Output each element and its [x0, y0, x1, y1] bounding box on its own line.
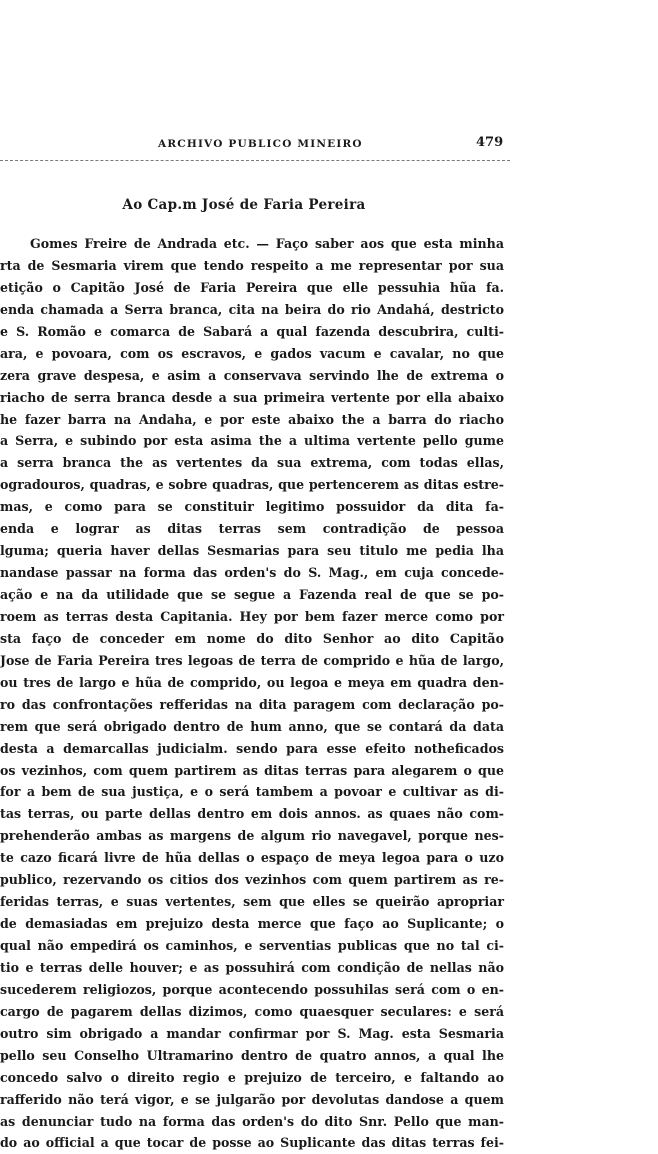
text-line: os vezinhos, com quem partirem as ditas terras para alegarem o que: [0, 762, 504, 778]
page-number: 479: [476, 135, 504, 150]
text-line: for a bem de sua justiça, e o será tambem a povoar e cultivar as di-: [0, 784, 504, 800]
text-line: desta a demarcallas judicialm. sendo para esse efeito notheficados: [0, 740, 504, 756]
text-line: rem que será obrigado dentro de hum anno, que se contará da data: [0, 718, 504, 734]
text-line: ara, e povoara, com os escravos, e gados vacum e cavalar, no que: [0, 345, 504, 361]
text-line: sta faço de conceder em nome do dito Senhor ao dito Capitão: [0, 630, 504, 646]
text-line: e S. Romão e comarca de Sabará a qual fazenda descubrira, culti-: [0, 323, 504, 339]
text-line: enda chamada a Serra branca, cita na beira do rio Andahá, destricto: [0, 301, 504, 317]
header-rule: [0, 160, 510, 161]
text-line: publico, rezervando os citios dos vezinhos com quem partirem as re-: [0, 872, 504, 888]
text-line: outro sim obrigado a mandar confirmar por S. Mag. esta Sesmaria: [0, 1025, 504, 1041]
text-line: rta de Sesmaria virem que tendo respeito a me representar por sua: [0, 257, 504, 273]
document-heading: Ao Cap.m José de Faria Pereira: [122, 197, 366, 213]
text-line: prehenderão ambas as margens de algum rio navegavel, porque nes-: [0, 828, 504, 844]
text-line: ogradouros, quadras, e sobre quadras, que pertencerem as ditas estre-: [0, 477, 504, 493]
text-line: ro das confrontações refferidas na dita paragem com declaração po-: [0, 696, 504, 712]
text-line: Jose de Faria Pereira tres legoas de terra de comprido e hũa de largo,: [0, 652, 504, 668]
text-line: cargo de pagarem dellas dizimos, como quaesquer seculares: e será: [0, 1003, 504, 1019]
text-line: sucederem religiozos, porque acontecendo possuhilas será com o en-: [0, 981, 504, 997]
text-line: a serra branca the as vertentes da sua extrema, com todas ellas,: [0, 455, 504, 471]
text-line: feridas terras, e suas vertentes, sem que elles se queirão apropriar: [0, 894, 504, 910]
text-line: etição o Capitão José de Faria Pereira que elle pessuhia hũa fa.: [0, 279, 504, 295]
text-line: zera grave despesa, e asim a conservava servindo lhe de extrema o: [0, 367, 504, 383]
body-text: [0, 233, 504, 1154]
text-line: qual não empedirá os caminhos, e serventias publicas que no tal ci-: [0, 938, 504, 953]
text-line: mas, e como para se constituir legitimo possuidor da dita fa-: [0, 499, 504, 515]
text-line: te cazo ficará livre de hũa dellas o espaço de meya legoa para o uzo: [0, 850, 504, 866]
text-line: tio e terras delle houver; e as possuhirá com condição de nellas não: [0, 959, 504, 975]
text-line: riacho de serra branca desde a sua primeira vertente por ella abaixo: [0, 389, 504, 405]
text-line: do ao official a que tocar de posse ao Suplicante das ditas terras fei-: [0, 1135, 504, 1151]
text-line: lguma; queria haver dellas Sesmarias para seu titulo me pedia lha: [0, 543, 504, 559]
text-line: ação e na da utilidade que se segue a Fazenda real de que se po-: [0, 587, 504, 602]
running-head: [0, 135, 520, 158]
text-line: enda e lograr as ditas terras sem contradição de pessoa: [0, 521, 504, 537]
text-line: nandase passar na forma das orden's do S. Mag., em cuja concede-: [0, 565, 504, 581]
running-head-title: ARCHIVO PUBLICO MINEIRO: [158, 138, 363, 150]
text-line: as denunciar tudo na forma das orden's do dito Snr. Pello que man-: [0, 1113, 504, 1129]
text-line: pello seu Conselho Ultramarino dentro de quatro annos, a qual lhe: [0, 1047, 504, 1063]
text-line: roem as terras desta Capitania. Hey por bem fazer merce como por: [0, 608, 504, 624]
text-line: Gomes Freire de Andrada etc. — Faço saber aos que esta minha: [30, 236, 504, 251]
text-line: tas terras, ou parte dellas dentro em dois annos. as quaes não com-: [0, 806, 504, 822]
text-line: concedo salvo o direito regio e prejuizo de terceiro, e faltando ao: [0, 1069, 504, 1085]
text-line: ou tres de largo e hũa de comprido, ou legoa e meya em quadra den-: [0, 674, 504, 690]
text-line: a Serra, e subindo por esta asima the a ultima vertente pello gume: [0, 433, 504, 449]
text-line: rafferido não terá vigor, e se julgarão por devolutas dandose a quem: [0, 1091, 504, 1107]
text-line: de demasiadas em prejuizo desta merce que faço ao Suplicante; o: [0, 916, 504, 932]
text-line: he fazer barra na Andaha, e por este abaixo the a barra do riacho: [0, 411, 504, 427]
